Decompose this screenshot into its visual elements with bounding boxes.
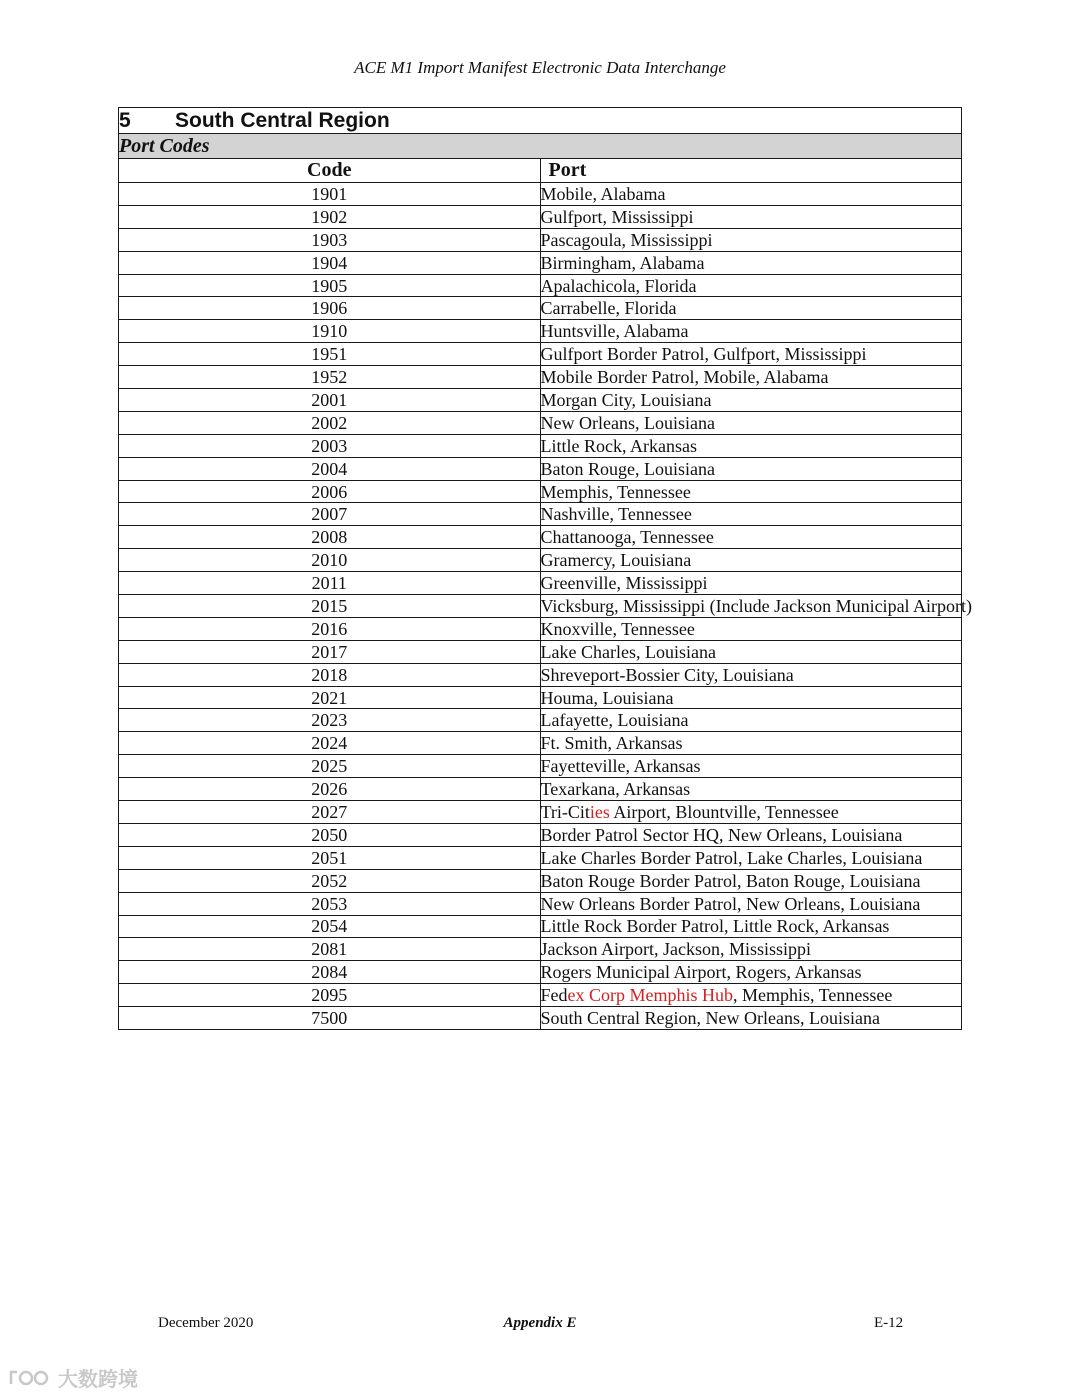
table-row [119, 801, 962, 824]
port-name: Rogers Municipal Airport, Rogers, Arkansas [540, 961, 962, 984]
port-name-part: Tri-Cit [540, 801, 590, 822]
port-code: 2023 [119, 709, 541, 732]
port-code: 2008 [119, 526, 541, 549]
table-row [119, 297, 962, 320]
port-code: 2002 [119, 411, 541, 434]
port-name: Chattanooga, Tennessee [540, 526, 962, 549]
port-code: 2001 [119, 389, 541, 412]
port-name: Pascagoula, Mississippi [540, 228, 962, 251]
port-code: 2084 [119, 961, 541, 984]
subheader-row [119, 134, 962, 159]
table-row [119, 389, 962, 412]
column-header-code: Code [119, 159, 541, 183]
port-name: Jackson Airport, Jackson, Mississippi [540, 938, 962, 961]
table-row [119, 892, 962, 915]
table-row [119, 663, 962, 686]
port-code: 2052 [119, 869, 541, 892]
port-name: Houma, Louisiana [540, 686, 962, 709]
section-title-cell [119, 108, 962, 134]
table-row [119, 686, 962, 709]
table-row [119, 617, 962, 640]
table-row [119, 938, 962, 961]
table-row [119, 732, 962, 755]
port-name: Mobile, Alabama [540, 183, 962, 206]
port-name: Border Patrol Sector HQ, New Orleans, Louisiana [540, 823, 962, 846]
table-row [119, 343, 962, 366]
section-title: South Central Region [175, 108, 390, 132]
port-name: Lafayette, Louisiana [540, 709, 962, 732]
port-code: 2016 [119, 617, 541, 640]
port-name-part: Fed [540, 985, 568, 1006]
table-row [119, 846, 962, 869]
port-name: Birmingham, Alabama [540, 251, 962, 274]
highlighted-text: ies [589, 801, 610, 822]
port-name: Lake Charles, Louisiana [540, 640, 962, 663]
table-row [119, 228, 962, 251]
port-name: Gulfport Border Patrol, Gulfport, Mississippi [540, 343, 962, 366]
port-name: New Orleans, Louisiana [540, 411, 962, 434]
port-code: 2004 [119, 457, 541, 480]
table-row [119, 549, 962, 572]
port-code: 1902 [119, 205, 541, 228]
port-name: Memphis, Tennessee [540, 480, 962, 503]
subheader-cell: Port Codes [119, 134, 962, 159]
port-name: Lake Charles Border Patrol, Lake Charles, Louisiana [540, 846, 962, 869]
port-code: 2024 [119, 732, 541, 755]
port-code: 2015 [119, 595, 541, 618]
port-code: 2010 [119, 549, 541, 572]
table-row [119, 480, 962, 503]
port-name: Apalachicola, Florida [540, 274, 962, 297]
port-name: New Orleans Border Patrol, New Orleans, Louisiana [540, 892, 962, 915]
table-row [119, 366, 962, 389]
port-code: 2051 [119, 846, 541, 869]
port-code: 2053 [119, 892, 541, 915]
port-name-part: Airport, Blountville, Tennessee [609, 801, 839, 822]
port-name: Fayetteville, Arkansas [540, 755, 962, 778]
port-codes-table [118, 107, 973, 1030]
port-name: Ft. Smith, Arkansas [540, 732, 962, 755]
table-row [119, 457, 962, 480]
table-row [119, 320, 962, 343]
section-title-row [119, 108, 962, 134]
port-name: Baton Rouge, Louisiana [540, 457, 962, 480]
table-row [119, 755, 962, 778]
port-code: 1910 [119, 320, 541, 343]
table-row [119, 205, 962, 228]
port-name: Little Rock Border Patrol, Little Rock, Arkansas [540, 915, 962, 938]
port-name-part: , Memphis, Tennessee [733, 985, 893, 1006]
port-name: Baton Rouge Border Patrol, Baton Rouge, Louisiana [540, 869, 962, 892]
port-code: 2081 [119, 938, 541, 961]
port-name: Mobile Border Patrol, Mobile, Alabama [540, 366, 962, 389]
port-code: 2011 [119, 572, 541, 595]
port-name: Little Rock, Arkansas [540, 434, 962, 457]
port-name: Knoxville, Tennessee [540, 617, 962, 640]
table-row [119, 823, 962, 846]
port-name: Carrabelle, Florida [540, 297, 962, 320]
table-row [119, 526, 962, 549]
port-name: Greenville, Mississippi [540, 572, 962, 595]
column-header-row [119, 159, 962, 183]
table-row [119, 709, 962, 732]
port-code: 1905 [119, 274, 541, 297]
table-row [119, 183, 962, 206]
document-header: ACE M1 Import Manifest Electronic Data Interchange [354, 58, 726, 77]
table-row [119, 915, 962, 938]
table-row [119, 434, 962, 457]
port-code: 7500 [119, 1007, 541, 1030]
table-row [119, 251, 962, 274]
port-name: Morgan City, Louisiana [540, 389, 962, 412]
port-code: 2054 [119, 915, 541, 938]
port-code: 2003 [119, 434, 541, 457]
port-code: 1903 [119, 228, 541, 251]
watermark-text: 大数跨境 [58, 1367, 138, 1391]
table-row [119, 869, 962, 892]
table-row [119, 411, 962, 434]
watermark-logo-icon [8, 1367, 52, 1389]
port-code: 1904 [119, 251, 541, 274]
table-row [119, 1007, 962, 1030]
port-code: 1952 [119, 366, 541, 389]
footer-date: December 2020 [158, 1315, 254, 1331]
table-row [119, 984, 962, 1007]
table-row [119, 595, 962, 618]
port-code: 2017 [119, 640, 541, 663]
port-name: Vicksburg, Mississippi (Include Jackson Municipal Airport) [540, 595, 973, 616]
port-code: 1951 [119, 343, 541, 366]
port-code: 2050 [119, 823, 541, 846]
port-code: 2026 [119, 778, 541, 801]
table-row [119, 640, 962, 663]
highlighted-text: ex Corp Memphis Hub [567, 985, 733, 1006]
table-row [119, 961, 962, 984]
port-name: Huntsville, Alabama [540, 320, 962, 343]
port-code: 2027 [119, 801, 541, 824]
port-name [540, 984, 962, 1007]
table-row [119, 503, 962, 526]
table-row [119, 572, 962, 595]
port-code: 2095 [119, 984, 541, 1007]
port-name: South Central Region, New Orleans, Louisiana [540, 1007, 962, 1030]
port-name: Gramercy, Louisiana [540, 549, 962, 572]
port-name: Nashville, Tennessee [540, 503, 962, 526]
port-name: Gulfport, Mississippi [540, 205, 962, 228]
port-code: 2018 [119, 663, 541, 686]
port-name [540, 801, 962, 824]
port-codes-table-body [119, 108, 973, 1030]
port-code: 1906 [119, 297, 541, 320]
section-number: 5 [119, 108, 131, 132]
port-code: 2007 [119, 503, 541, 526]
table-row [119, 274, 962, 297]
table-row [119, 778, 962, 801]
port-code: 2025 [119, 755, 541, 778]
watermark [8, 1363, 138, 1392]
port-code: 2006 [119, 480, 541, 503]
port-name: Shreveport-Bossier City, Louisiana [540, 663, 962, 686]
footer-page-number: E-12 [874, 1315, 904, 1331]
footer-appendix: Appendix E [503, 1315, 577, 1331]
column-header-port: Port [540, 159, 962, 183]
port-name: Texarkana, Arkansas [540, 778, 962, 801]
port-code: 1901 [119, 183, 541, 206]
port-code: 2021 [119, 686, 541, 709]
